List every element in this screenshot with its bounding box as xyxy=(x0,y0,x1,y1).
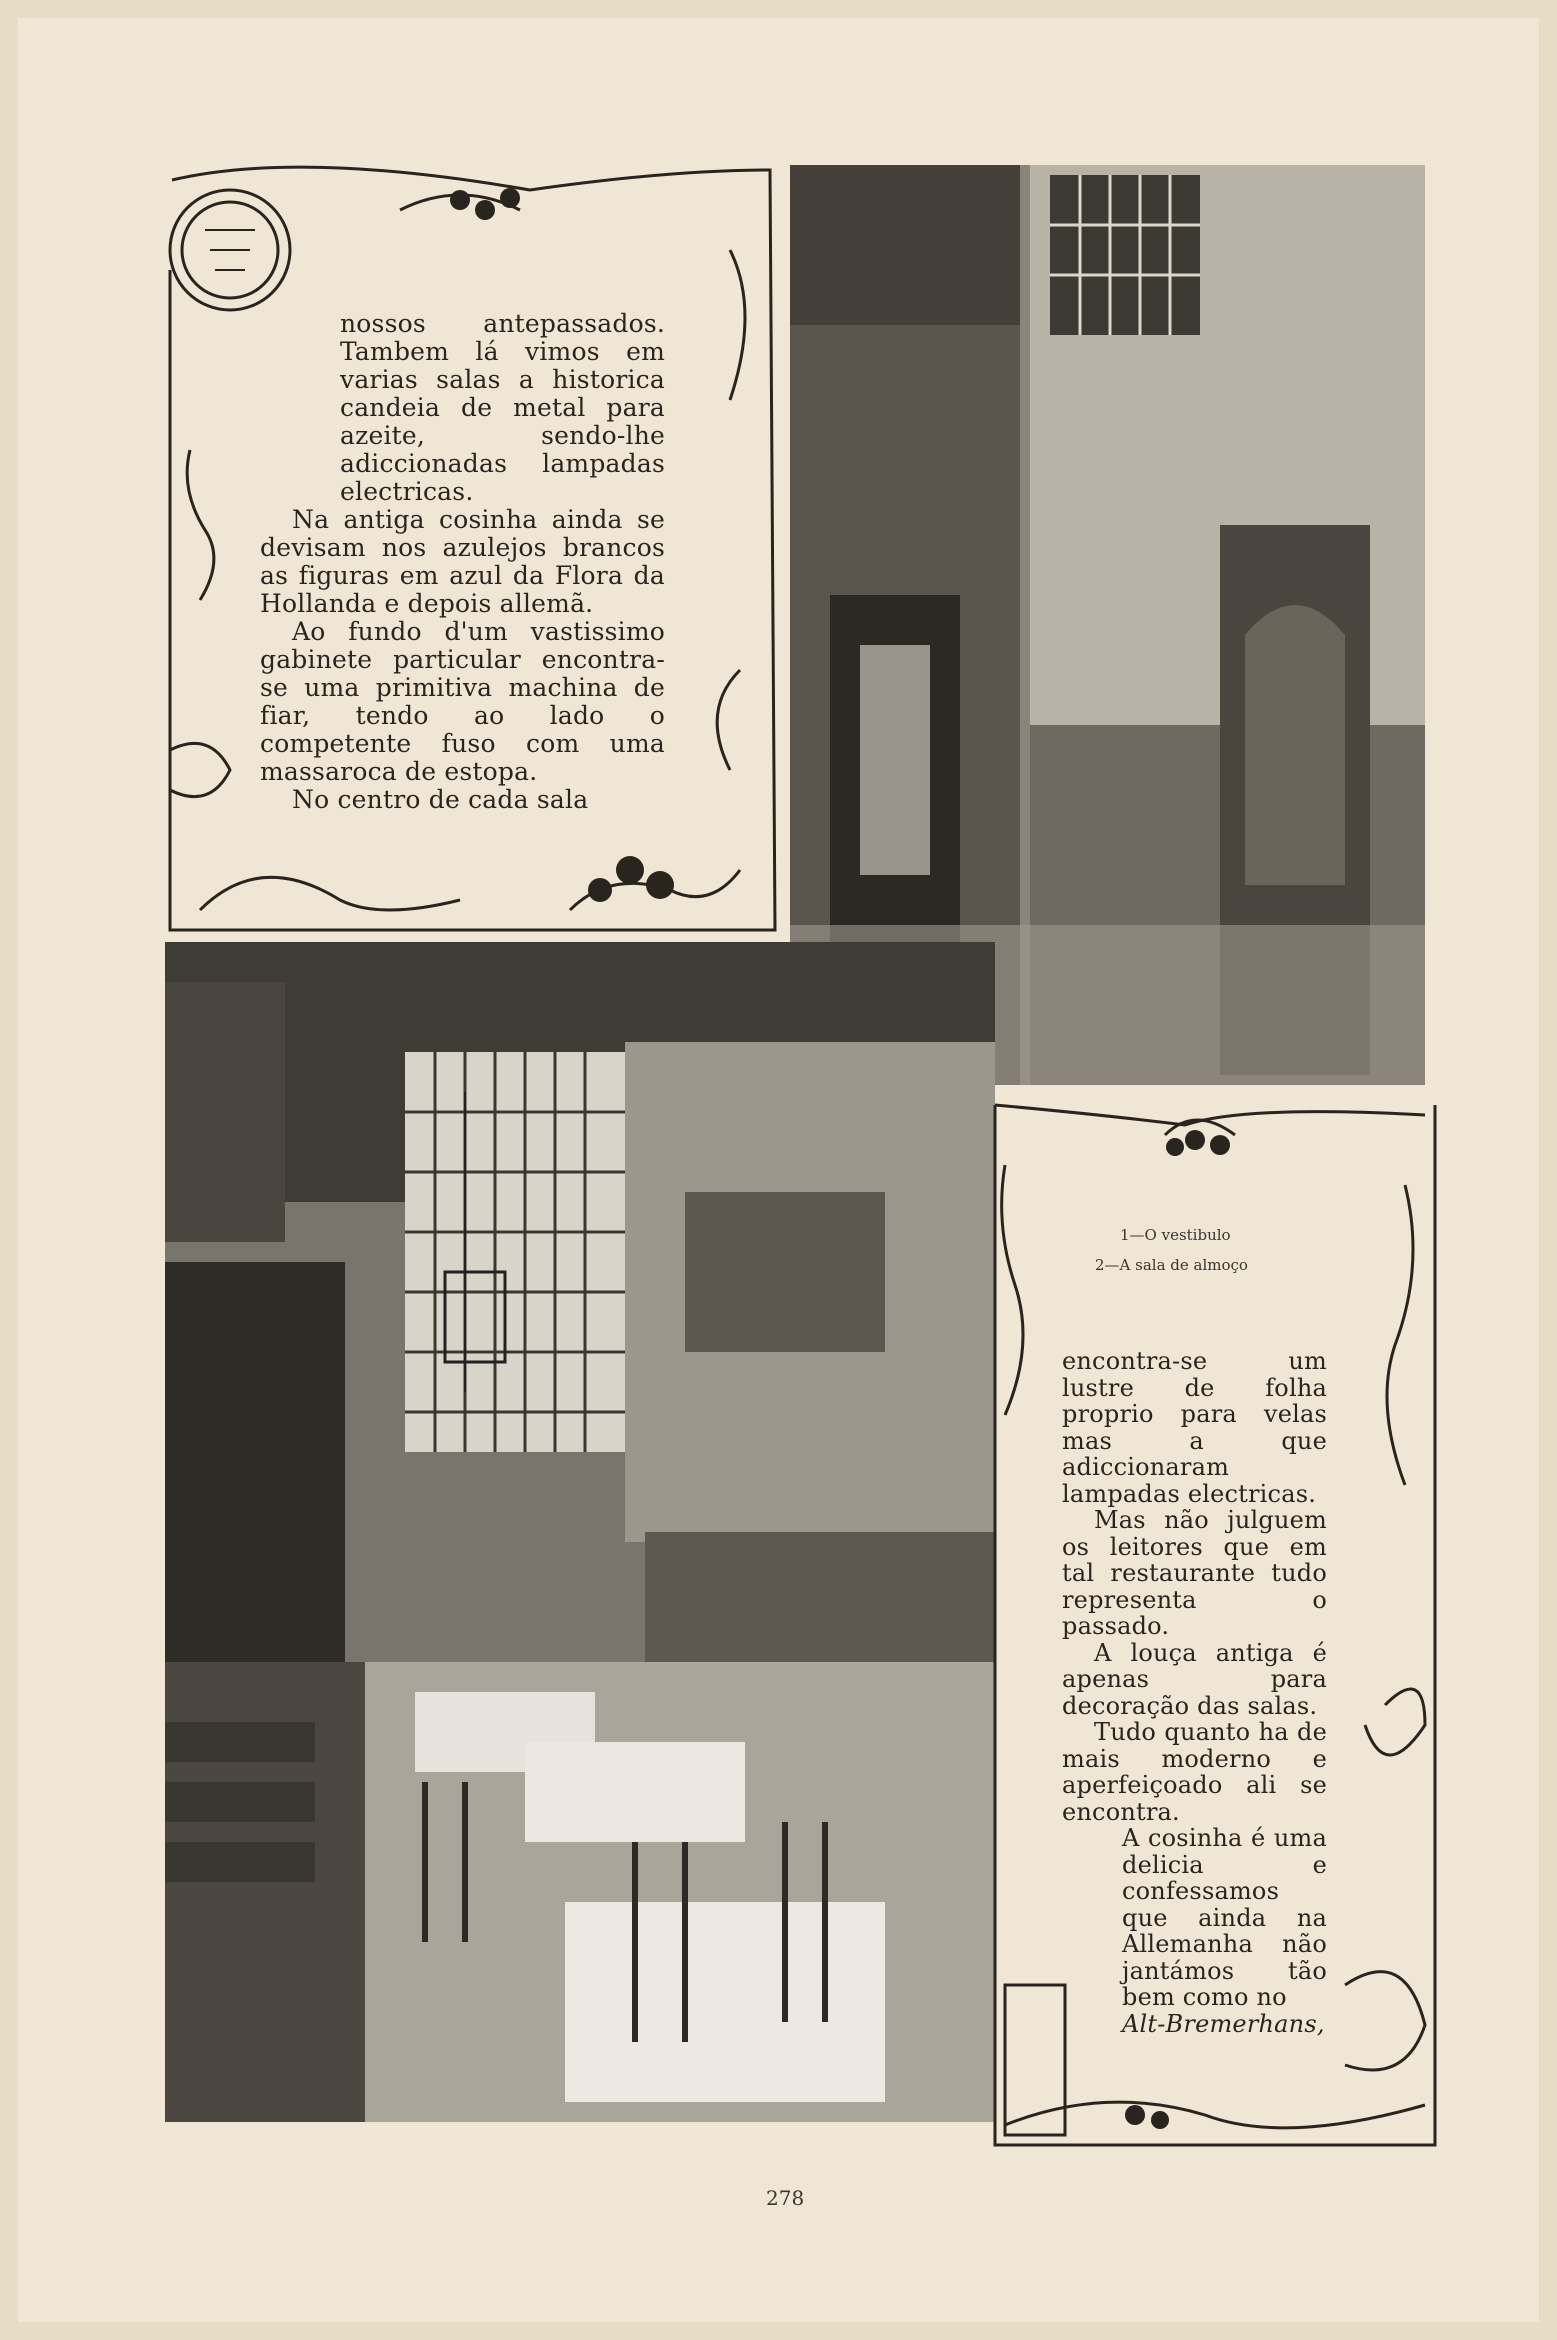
bottom-text-column xyxy=(1062,1348,1327,2037)
paragraph: Na antiga cosinha ainda se devisam nos azulejos brancos as figuras em azul da Flora da Hollanda e depois allemã. xyxy=(260,505,665,618)
paragraph: Ao fundo d'um vastissimo gabinete particular encontra-se uma primitiva machina de fiar, tendo ao lado o competente fuso com uma massaroca de estopa. xyxy=(260,617,665,786)
caption-dining-room: 2—A sala de almoço xyxy=(1095,1256,1248,1274)
paragraph: Mas não julguem os leitores que em tal restaurante tudo representa o passado. xyxy=(1062,1506,1327,1640)
paragraph: A louça antiga é apenas para decoração das salas. xyxy=(1062,1638,1327,1720)
top-text-column xyxy=(260,310,665,814)
dining-room-photo xyxy=(165,942,995,2122)
paragraph: Tudo quanto ha de mais moderno e aperfeiçoado ali se encontra. xyxy=(1062,1718,1327,1826)
paragraph: nossos antepassados. Tambem lá vimos em varias salas a historica candeia de metal para azeite, sendo-lhe adiccionadas lampadas electricas. xyxy=(340,309,665,506)
page-number: 278 xyxy=(766,2186,805,2210)
paragraph: No centro de cada sala xyxy=(292,785,589,814)
caption-vestibule: 1—O vestibulo xyxy=(1120,1226,1231,1244)
paragraph: encontra-se um lustre de folha proprio para velas mas a que adiccionaram lampadas electricas. xyxy=(1062,1347,1327,1508)
paragraph: A cosinha é uma delicia e confessamos que ainda na Allemanha não jantámos tão bem como no xyxy=(1122,1824,1327,2011)
final-name: Alt-Bremerhans, xyxy=(1122,2009,1325,2038)
